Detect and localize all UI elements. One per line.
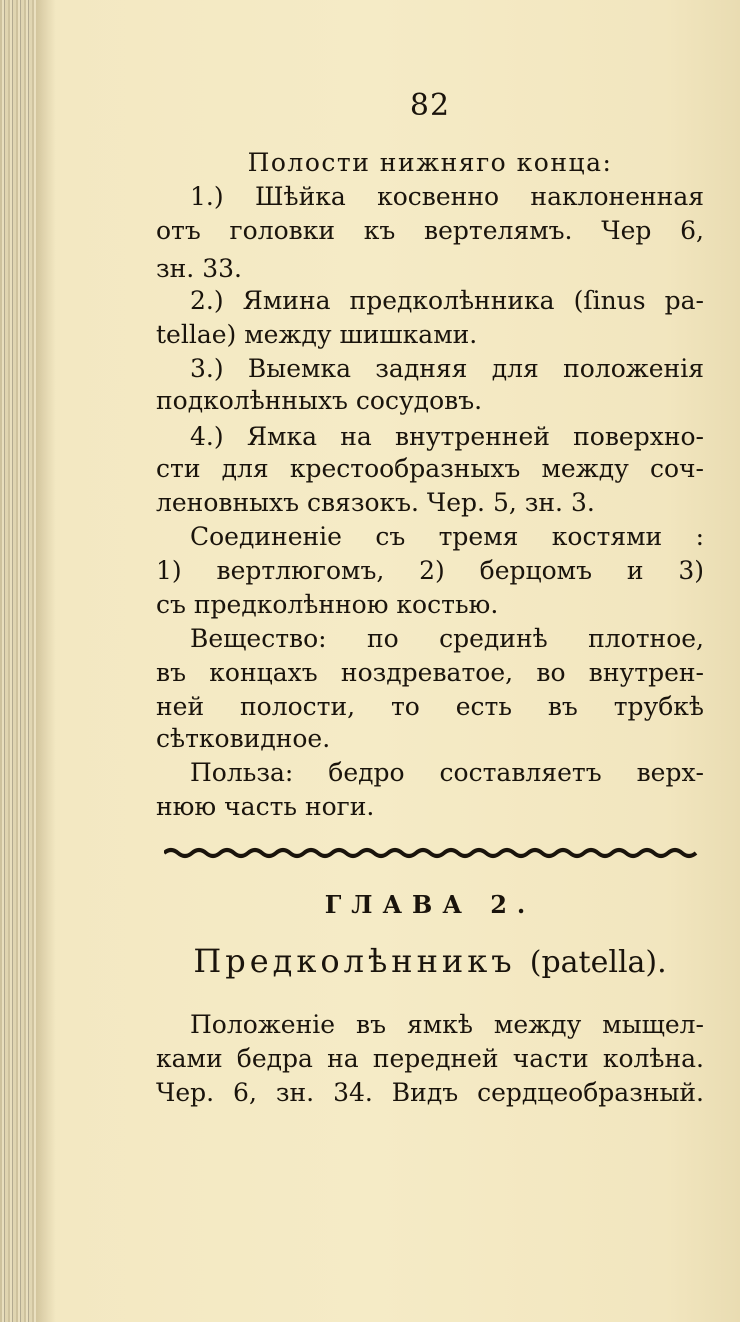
text-line: 2.) Ямина предколѣнника (ſinus pa- (190, 286, 704, 315)
page-binding-edge (0, 0, 36, 1322)
text-line: нюю часть ноги. (156, 792, 375, 821)
section-heading: Полости нижняго конца: (247, 148, 613, 177)
text-line: Чер. 6, зн. 34. Видъ сердцеобразный. (156, 1078, 704, 1107)
text-line: леновныхъ связокъ. Чер. 5, зн. 3. (156, 488, 595, 517)
text-line: Вещество: по срединѣ плотное, (190, 624, 704, 653)
binding-shadow (36, 0, 56, 1322)
chapter-label: ГЛАВА 2. (324, 890, 536, 919)
text-line: ками бедра на передней части колѣна. (156, 1044, 704, 1073)
text-line: 4.) Ямка на внутренней поверхно- (190, 422, 704, 451)
text-line: ней полости, то есть въ трубкѣ (156, 692, 704, 721)
chapter-title (156, 942, 704, 980)
text-line: отъ головки къ вертелямъ. Чер 6, (156, 216, 704, 245)
text-line: 1) вертлюгомъ, 2) берцомъ и 3) (156, 556, 704, 585)
text-line: Соединеніе съ тремя костями : (190, 522, 704, 551)
text-line: tellae) между шишками. (156, 320, 478, 349)
text-line: подколѣнныхъ сосудовъ. (156, 386, 483, 415)
text-line: 3.) Выемка задняя для положенія (190, 354, 704, 383)
text-line: сѣтковидное. (156, 724, 331, 753)
chapter-title-latin: (patella). (529, 945, 667, 980)
page-number: 82 (409, 88, 451, 123)
text-line: въ концахъ ноздреватое, во внутрен- (156, 658, 704, 687)
text-line: 1.) Шѣйка косвенно наклоненная (190, 182, 704, 211)
text-line: съ предколѣнною костью. (156, 590, 499, 619)
text-line: Положеніе въ ямкѣ между мыщел- (190, 1010, 704, 1039)
text-line: Польза: бедро составляетъ верх- (190, 758, 704, 787)
ornamental-divider (164, 844, 704, 860)
text-line: зн. 33. (156, 254, 242, 283)
text-line: сти для крестообразныхъ между соч- (156, 454, 704, 483)
chapter-title-text: Предколѣнникъ (193, 942, 516, 980)
